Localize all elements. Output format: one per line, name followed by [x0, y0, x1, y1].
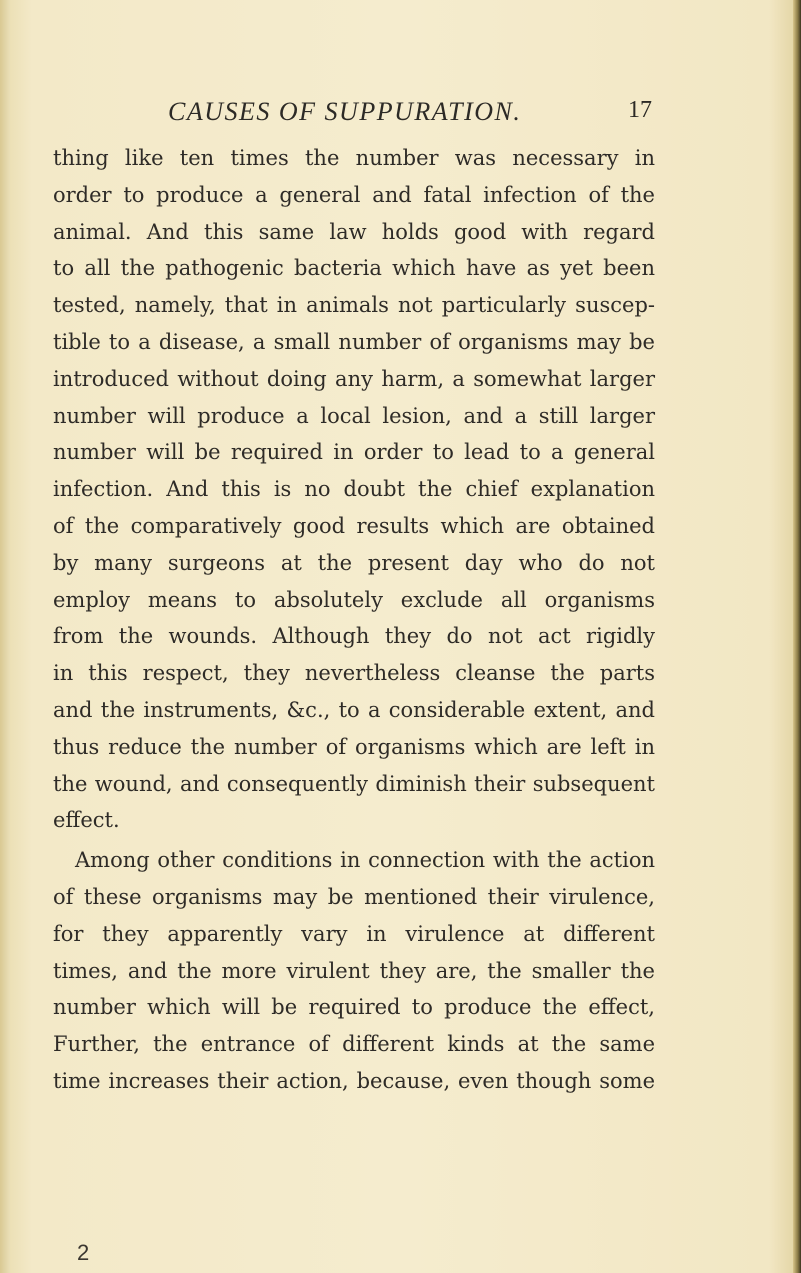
text-line: and the instruments, &c., to a considerable extent, and [53, 697, 655, 722]
page-number: 17 [628, 97, 652, 123]
text-line: tested, namely, that in animals not particularly suscep- [53, 293, 655, 318]
text-line: employ means to absolutely exclude all organisms [53, 587, 655, 612]
running-head [0, 97, 801, 131]
text-line: effect. [53, 808, 120, 833]
text-line: order to produce a general and fatal infection of the [53, 182, 655, 207]
signature-mark: 2 [77, 1240, 90, 1265]
running-title: CAUSES OF SUPPURATION. [168, 97, 522, 126]
text-line: animal. And this same law holds good with regard [53, 219, 655, 244]
text-line: for they apparently vary in virulence at different [53, 921, 655, 946]
page-right-edge [793, 0, 801, 1273]
text-line: number which will be required to produce the effect, [53, 995, 655, 1020]
body-text [53, 140, 655, 1100]
text-line: the wound, and consequently diminish their subsequent [53, 771, 655, 796]
text-line: number will produce a local lesion, and a still larger [53, 403, 655, 428]
text-line: thing like ten times the number was necessary in [53, 146, 655, 170]
text-line: from the wounds. Although they do not act rigidly [53, 624, 655, 649]
page-left-edge [0, 0, 10, 1273]
text-line: tible to a disease, a small number of organisms may be [53, 329, 655, 354]
text-line: by many surgeons at the present day who do not [53, 550, 655, 575]
paragraph-1 [53, 140, 655, 839]
text-line: Further, the entrance of different kinds at the same [53, 1032, 655, 1057]
paragraph-2 [53, 842, 655, 1100]
text-line: to all the pathogenic bacteria which have as yet been [53, 256, 655, 281]
text-line: time increases their action, because, even though some [53, 1068, 655, 1093]
text-line: thus reduce the number of organisms which are left in [53, 734, 655, 759]
text-line: in this respect, they nevertheless cleanse the parts [53, 661, 655, 686]
text-line: Among other conditions in connection with the action [75, 848, 655, 873]
text-line: introduced without doing any harm, a somewhat larger [53, 366, 655, 391]
text-line: times, and the more virulent they are, the smaller the [53, 958, 655, 983]
text-line: of the comparatively good results which are obtained [53, 513, 655, 538]
text-line: of these organisms may be mentioned their virulence, [53, 884, 655, 909]
text-line: number will be required in order to lead to a general [53, 440, 655, 465]
text-line: infection. And this is no doubt the chief explanation [53, 477, 655, 502]
